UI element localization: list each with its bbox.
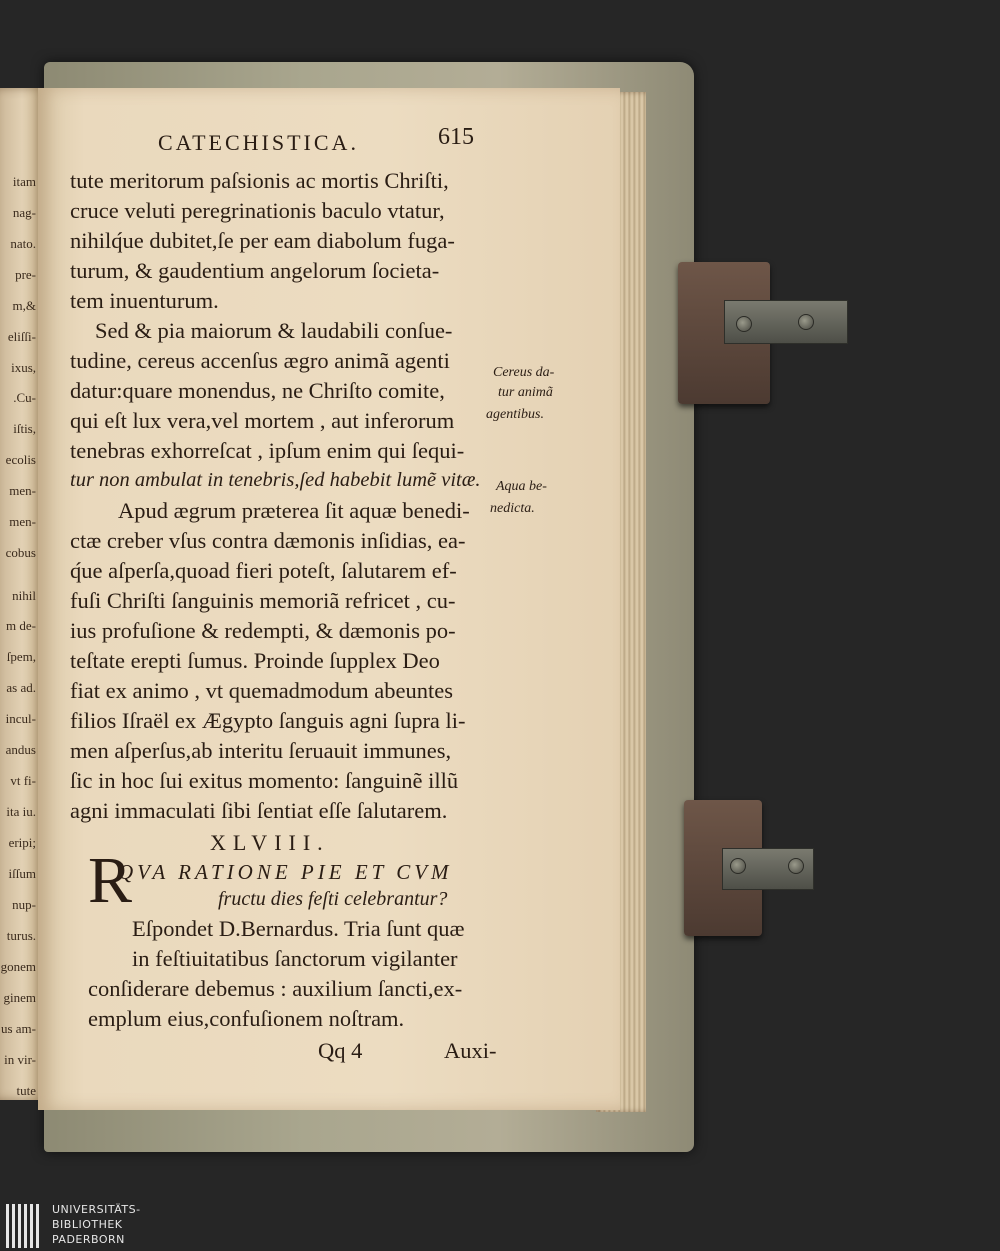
left-page-fragment: vt fi- [10,773,36,788]
text-line: qui eſt lux vera,vel mortem , aut inferorum [70,408,455,433]
lower-clasp-rivet [730,858,746,874]
text-line: men aſperſus,ab interitu ſeruauit immunes, [70,738,452,763]
margin-note: nedicta. [490,501,535,516]
left-page-fragment: m,& [12,298,36,313]
left-page-fragment: ixus, [11,360,36,375]
logo-line-3: PADERBORN [52,1233,125,1246]
text-line: emplum eius,confuſionem noſtram. [88,1006,405,1031]
left-page-fragment: ginem [3,990,36,1005]
left-page-fragment: m de- [6,618,36,633]
logo-text [52,1202,141,1247]
page-number: 615 [438,124,474,150]
left-page-fragment: ſpem, [6,649,36,664]
margin-note: Aqua be- [496,479,547,494]
upper-clasp-rivet [736,316,752,332]
text-line: in feſtiuitatibus ſanctorum vigilanter [132,946,458,971]
left-page-fragment: nato. [10,236,36,251]
left-page-fragment: us am- [0,1021,36,1036]
text-line: ſic in hoc ſui exitus momento: ſanguinẽ illũ [70,768,459,793]
text-line: cruce veluti peregrinationis baculo vtatur, [70,198,445,223]
left-page-fragment: nag- [12,205,36,220]
text-line: teſtate erepti ſumus. Proinde ſupplex Deo [70,648,440,673]
text-line: tur non ambulat in tenebris,ſed habebit lumẽ vitæ. [70,469,481,491]
left-page-fragment: ita iu. [6,804,36,819]
text-line: tem inuenturum. [70,288,219,313]
text-line: ctæ creber vſus contra dæmonis inſidias, ea- [70,528,466,553]
left-page-fragment: .Cu- [13,390,36,405]
left-page-fragment: as ad. [6,680,36,695]
text-line: tenebras exhorreſcat , ipſum enim qui ſequi- [70,438,465,463]
left-page-fragment: andus [5,742,36,757]
text-line: tudine, cereus accenſus ægro animã agenti [70,348,450,373]
margin-note: Cereus da- [493,365,555,380]
text-line: fiat ex animo , vt quemadmodum abeuntes [70,678,454,703]
text-line: agni immaculati ſibi ſentiat eſſe ſalutarem. [70,798,448,823]
left-page-fragment: gonem [0,959,36,974]
left-page-fragment: iſtis, [13,421,36,436]
margin-note: agentibus. [486,407,544,422]
text-line: nihilq́ue dubitet,ſe per eam diabolum fuga- [70,228,455,253]
left-page-fragment: incul- [5,711,36,726]
text-line: fuſi Chriſti ſanguinis memoriã refricet , cu- [70,588,456,613]
left-page-fragment: pre- [15,267,36,282]
text-line: turum, & gaudentium angelorum ſocieta- [70,258,440,283]
library-logo [0,1200,1000,1251]
left-page-fragment: eripi; [8,835,36,850]
text-line: Apud ægrum præterea ſit aquæ benedi- [118,498,470,523]
lower-clasp-rivet-2 [788,858,804,874]
left-page-fragment: nup- [12,897,36,912]
signature-mark: Qq 4 [318,1038,363,1063]
margin-note: tur animã [498,385,553,400]
left-page-fragment: turus. [6,928,36,943]
left-page-fragment: itam [12,174,36,189]
text-line: filios Iſraël ex Ægypto ſanguis agni ſupra li- [70,708,466,733]
text-line: datur:quare monendus, ne Chriſto comite, [70,378,445,403]
text-line: conſiderare debemus : auxilium ſancti,ex- [88,976,463,1001]
text-line: tute meritorum paſsionis ac mortis Chriſti, [70,168,449,193]
left-page-fragment: cobus [5,545,36,560]
running-head: CATECHISTICA. [158,130,359,155]
upper-clasp-rivet-2 [798,314,814,330]
logo-mark-icon [6,1204,46,1248]
left-page-fragment: men- [9,514,36,529]
text-line: Eſpondet D.Bernardus. Tria ſunt quæ [132,916,465,941]
left-page-fragment: ecolis [5,452,36,467]
question-heading: QVA RATIONE PIE ET CVM [118,860,453,884]
drop-cap: R [88,844,133,917]
left-page-fragment: iſſum [8,866,36,881]
text-line: q́ue aſperſa,quoad fieri poteſt, ſalutarem ef- [70,558,457,583]
left-page-fragment: nihil [12,588,36,603]
text-line: ius profuſione & redempti, & dæmonis po- [70,618,456,643]
catchword: Auxi- [444,1038,497,1063]
left-page-fragment: eliſſi- [7,329,36,344]
left-page-fragment: men- [9,483,36,498]
text-line: Sed & pia maiorum & laudabili conſue- [95,318,453,343]
left-page-fragment: in vir- [4,1052,36,1067]
question-heading-2: fructu dies feſti celebrantur? [218,888,448,910]
logo-line-1: UNIVERSITÄTS- [52,1203,141,1216]
chapter-number: XLVIII. [210,830,330,855]
logo-line-2: BIBLIOTHEK [52,1218,123,1231]
left-page-fragment: tute [16,1083,36,1098]
